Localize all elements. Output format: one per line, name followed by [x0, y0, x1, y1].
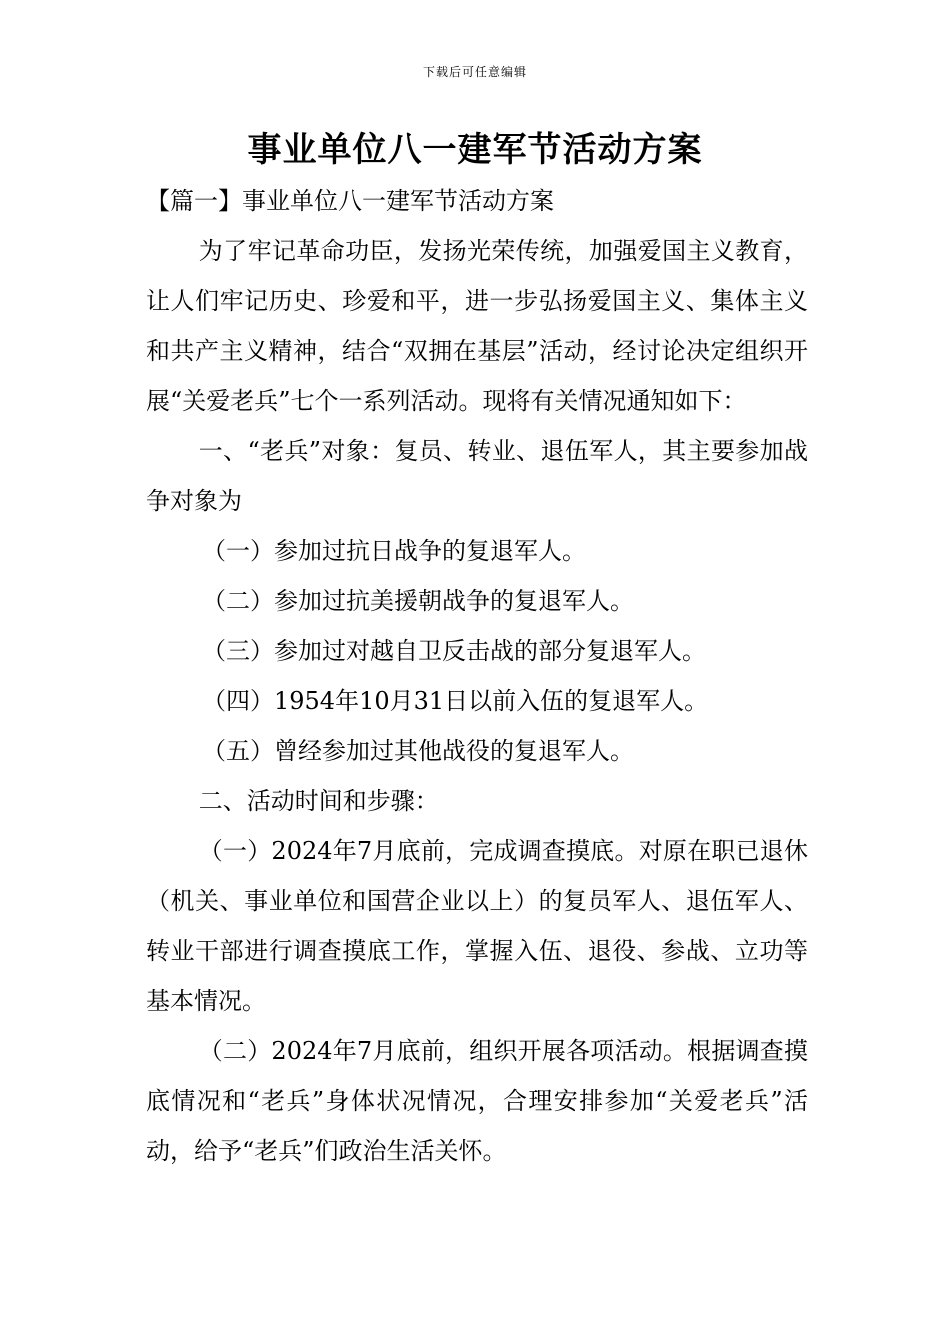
list-item: （二）参加过抗美援朝战争的复退军人。 — [202, 587, 634, 615]
list-item: （三）参加过对越自卫反击战的部分复退军人。 — [202, 637, 706, 665]
section-one-heading: 一、“老兵”对象：复员、转业、退伍军人，其主要参加战争对象为 — [146, 437, 808, 515]
step-paragraph: （一）2024年7月底前，完成调查摸底。对原在职已退休（机关、事业单位和国营企业以上）的复员军人、退伍军人、转业干部进行调查摸底工作，掌握入伍、退役、参战、立功等基本情况。 — [146, 837, 808, 1015]
document-title: 事业单位八一建军节活动方案 — [247, 130, 703, 170]
list-item: （一）参加过抗日战争的复退军人。 — [202, 537, 586, 565]
list-item: （四）1954年10月31日以前入伍的复退军人。 — [202, 687, 709, 715]
section-two-heading: 二、活动时间和步骤： — [198, 787, 439, 815]
list-item: （五）曾经参加过其他战役的复退军人。 — [202, 737, 634, 765]
section-heading: 【篇一】事业单位八一建军节活动方案 — [146, 187, 554, 215]
document-body — [146, 176, 808, 1176]
page-header-note: 下载后可任意编辑 — [422, 65, 527, 79]
step-paragraph: （二）2024年7月底前，组织开展各项活动。根据调查摸底情况和“老兵”身体状况情况，合理安排参加“关爱老兵”活动，给予“老兵”们政治生活关怀。 — [146, 1037, 808, 1165]
intro-paragraph: 为了牢记革命功臣，发扬光荣传统，加强爱国主义教育，让人们牢记历史、珍爱和平，进一步弘扬爱国主义、集体主义和共产主义精神，结合“双拥在基层”活动，经讨论决定组织开展“关爱老兵”七个一系列活动。现将有关情况通知如下： — [146, 237, 808, 415]
